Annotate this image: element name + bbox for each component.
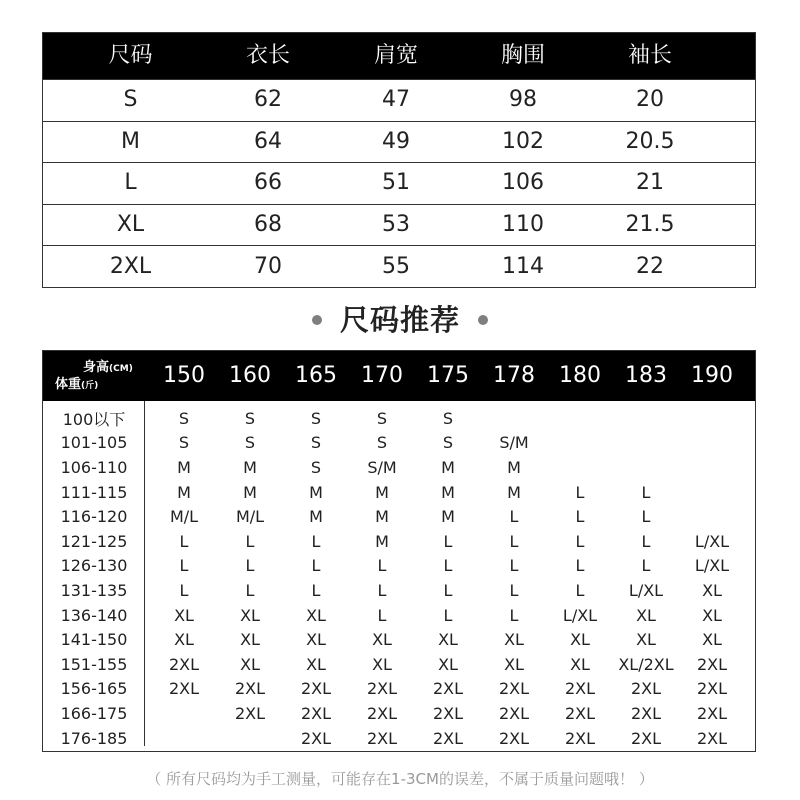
recommended-size-cell: 2XL: [432, 703, 464, 723]
size-label: XL: [116, 212, 145, 238]
recommended-size-cell: XL: [240, 654, 260, 674]
measurement-value: 110: [502, 212, 544, 238]
measurement-value: 22: [636, 253, 664, 279]
recommended-size-cell: L: [179, 580, 189, 600]
size-table-row: [43, 245, 755, 287]
recommended-size-cell: XL: [504, 654, 524, 674]
recommendation-row: [43, 431, 755, 456]
measurement-value: 21.5: [625, 212, 675, 238]
recommended-size-cell: XL: [570, 630, 590, 650]
recommended-size-cell: L: [311, 580, 321, 600]
recommended-size-cell: L: [245, 531, 255, 551]
measurement-value: 20.5: [625, 128, 675, 154]
recommended-size-cell: 2XL: [366, 728, 398, 748]
recommended-size-cell: XL: [306, 654, 326, 674]
recommended-size-cell: L: [575, 482, 585, 502]
measurement-value: 21: [636, 170, 664, 196]
recommended-size-cell: L: [509, 556, 519, 576]
measurement-value: 47: [382, 87, 410, 113]
recommended-size-cell: L: [443, 580, 453, 600]
column-header: 肩宽: [373, 43, 418, 68]
recommended-size-cell: L: [443, 556, 453, 576]
recommended-size-cell: S/M: [367, 457, 397, 477]
measurement-value: 70: [254, 253, 282, 279]
recommended-size-cell: XL: [306, 630, 326, 650]
recommended-size-cell: L: [641, 531, 651, 551]
corner-header-cell: [43, 351, 145, 401]
recommended-size-cell: XL/2XL: [618, 654, 674, 674]
recommended-size-cell: L: [311, 531, 321, 551]
recommended-size-cell: 2XL: [300, 728, 332, 748]
recommended-size-cell: 2XL: [696, 654, 728, 674]
recommended-size-cell: M: [243, 457, 257, 477]
weight-range-label: 106-110: [60, 457, 128, 477]
recommended-size-cell: 2XL: [498, 679, 530, 699]
recommended-size-cell: L: [377, 556, 387, 576]
recommended-size-cell: S: [178, 433, 190, 453]
recommendation-body: [43, 401, 755, 746]
recommended-size-cell: M: [309, 482, 323, 502]
measurement-value: 64: [254, 128, 282, 154]
recommended-size-cell: L/XL: [628, 580, 664, 600]
recommended-size-cell: 2XL: [300, 679, 332, 699]
recommended-size-cell: M: [177, 482, 191, 502]
measurement-value: 114: [502, 253, 544, 279]
recommended-size-cell: 2XL: [300, 703, 332, 723]
bullet-dot-right: [478, 315, 488, 325]
recommended-size-cell: S: [310, 457, 322, 477]
recommended-size-cell: M: [177, 457, 191, 477]
recommendation-row: [43, 726, 755, 751]
recommended-size-cell: M/L: [169, 507, 199, 527]
recommended-size-cell: L: [575, 507, 585, 527]
height-header: 175: [427, 363, 469, 388]
measurement-value: 20: [636, 87, 664, 113]
recommended-size-cell: 2XL: [696, 703, 728, 723]
recommendation-row: [43, 627, 755, 652]
recommended-size-cell: 2XL: [696, 728, 728, 748]
measurement-value: 49: [382, 128, 410, 154]
recommended-size-cell: L: [509, 531, 519, 551]
weight-column-divider: [144, 401, 145, 746]
recommended-size-cell: S: [442, 408, 454, 428]
recommended-size-cell: M: [375, 482, 389, 502]
size-table-row: [43, 162, 755, 204]
recommendation-row: [43, 701, 755, 726]
weight-unit: (斤): [81, 381, 99, 391]
measurement-value: 55: [382, 253, 410, 279]
recommended-size-cell: L: [377, 580, 387, 600]
recommended-size-cell: L: [575, 531, 585, 551]
recommendation-row: [43, 603, 755, 628]
weight-range-label: 136-140: [60, 605, 128, 625]
recommended-size-cell: XL: [240, 605, 260, 625]
recommended-size-cell: 2XL: [630, 679, 662, 699]
height-header: 170: [361, 363, 403, 388]
column-header: 衣长: [245, 43, 290, 68]
measurement-value: 98: [509, 87, 537, 113]
recommended-size-cell: 2XL: [630, 728, 662, 748]
height-header: 150: [163, 363, 205, 388]
recommended-size-cell: L: [575, 580, 585, 600]
column-header: 胸围: [500, 43, 545, 68]
column-header: 袖长: [627, 43, 672, 68]
size-table-row: [43, 204, 755, 246]
weight-range-label: 166-175: [60, 703, 128, 723]
size-table-row: [43, 121, 755, 163]
recommended-size-cell: XL: [702, 605, 722, 625]
recommended-size-cell: S: [310, 408, 322, 428]
recommended-size-cell: S: [376, 408, 388, 428]
weight-range-label: 111-115: [60, 482, 128, 502]
recommended-size-cell: L: [443, 531, 453, 551]
measurement-value: 68: [254, 212, 282, 238]
recommended-size-cell: XL: [702, 580, 722, 600]
recommended-size-cell: L: [245, 580, 255, 600]
recommended-size-cell: 2XL: [234, 679, 266, 699]
weight-label: 体重: [55, 377, 82, 392]
recommended-size-cell: M: [309, 507, 323, 527]
recommendation-row: [43, 480, 755, 505]
recommended-size-cell: L: [311, 556, 321, 576]
recommended-size-cell: L: [641, 507, 651, 527]
section-heading: [0, 302, 800, 338]
recommended-size-cell: 2XL: [564, 728, 596, 748]
size-label: L: [124, 170, 137, 196]
recommended-size-cell: L: [575, 556, 585, 576]
measurement-value: 62: [254, 87, 282, 113]
recommended-size-cell: XL: [306, 605, 326, 625]
bullet-dot-left: [312, 315, 322, 325]
height-header: 165: [295, 363, 337, 388]
recommended-size-cell: L: [509, 507, 519, 527]
recommended-size-cell: S: [244, 433, 256, 453]
recommended-size-cell: L: [443, 605, 453, 625]
recommended-size-cell: M: [243, 482, 257, 502]
recommended-size-cell: 2XL: [366, 703, 398, 723]
recommended-size-cell: L/XL: [694, 556, 730, 576]
measurement-value: 51: [382, 170, 410, 196]
size-label: S: [123, 87, 138, 113]
recommended-size-cell: S: [442, 433, 454, 453]
recommended-size-cell: 2XL: [696, 679, 728, 699]
recommended-size-cell: S: [244, 408, 256, 428]
recommendation-row: [43, 677, 755, 702]
weight-range-label: 101-105: [60, 433, 128, 453]
recommended-size-cell: 2XL: [234, 703, 266, 723]
weight-range-label: 176-185: [60, 728, 128, 748]
recommendation-header-row: [43, 351, 755, 401]
measurement-value: 53: [382, 212, 410, 238]
recommended-size-cell: XL: [438, 654, 458, 674]
recommended-size-cell: 2XL: [432, 728, 464, 748]
recommendation-row: [43, 504, 755, 529]
size-table-header-row: [43, 33, 755, 79]
recommendation-row: [43, 652, 755, 677]
weight-range-label: 156-165: [60, 679, 128, 699]
weight-range-label: 121-125: [60, 531, 128, 551]
height-label: 身高: [83, 360, 110, 375]
recommendation-row: [43, 455, 755, 480]
recommended-size-cell: L/XL: [694, 531, 730, 551]
recommended-size-cell: 2XL: [366, 679, 398, 699]
height-header: 160: [229, 363, 271, 388]
recommendation-row: [43, 529, 755, 554]
recommended-size-cell: XL: [570, 654, 590, 674]
recommended-size-cell: M: [507, 457, 521, 477]
recommended-size-cell: L: [179, 531, 189, 551]
recommended-size-cell: M/L: [235, 507, 265, 527]
recommended-size-cell: M: [441, 457, 455, 477]
recommended-size-cell: M: [507, 482, 521, 502]
recommended-size-cell: L/XL: [562, 605, 598, 625]
section-heading-text: 尺码推荐: [339, 303, 460, 337]
recommended-size-cell: M: [375, 531, 389, 551]
recommended-size-cell: L: [641, 556, 651, 576]
size-label: M: [121, 128, 140, 154]
recommended-size-cell: L: [179, 556, 189, 576]
height-unit: (CM): [109, 364, 133, 374]
height-header: 183: [625, 363, 667, 388]
column-header: 尺码: [108, 43, 153, 68]
recommended-size-cell: XL: [372, 654, 392, 674]
weight-range-label: 126-130: [60, 556, 128, 576]
recommended-size-cell: 2XL: [630, 703, 662, 723]
recommended-size-cell: XL: [702, 630, 722, 650]
recommendation-row: [43, 554, 755, 579]
recommended-size-cell: M: [441, 482, 455, 502]
weight-range-label: 100以下: [62, 409, 126, 429]
recommended-size-cell: S/M: [499, 433, 529, 453]
recommended-size-cell: L: [245, 556, 255, 576]
height-header: 190: [691, 363, 733, 388]
recommended-size-cell: 2XL: [564, 703, 596, 723]
measurement-value: 102: [502, 128, 544, 154]
recommendation-row: [43, 406, 755, 431]
measurement-value: 66: [254, 170, 282, 196]
measurement-disclaimer: （ 所有尺码均为手工测量，可能存在1-3CM的误差，不属于质量问题哦！ ）: [146, 770, 654, 788]
recommended-size-cell: 2XL: [498, 703, 530, 723]
recommended-size-cell: M: [375, 507, 389, 527]
recommended-size-cell: L: [509, 605, 519, 625]
recommended-size-cell: XL: [174, 630, 194, 650]
weight-range-label: 141-150: [60, 630, 128, 650]
height-header: 180: [559, 363, 601, 388]
recommended-size-cell: 2XL: [498, 728, 530, 748]
recommended-size-cell: S: [376, 433, 388, 453]
weight-range-label: 116-120: [60, 507, 128, 527]
size-measurement-table: [42, 32, 756, 288]
recommended-size-cell: S: [178, 408, 190, 428]
recommended-size-cell: L: [377, 605, 387, 625]
recommended-size-cell: XL: [636, 605, 656, 625]
recommended-size-cell: XL: [438, 630, 458, 650]
recommended-size-cell: 2XL: [168, 654, 200, 674]
recommended-size-cell: L: [641, 482, 651, 502]
recommended-size-cell: XL: [636, 630, 656, 650]
weight-axis-label: [55, 375, 98, 394]
size-label: 2XL: [109, 253, 152, 279]
weight-range-label: 131-135: [60, 580, 128, 600]
height-header: 178: [493, 363, 535, 388]
recommended-size-cell: XL: [174, 605, 194, 625]
recommended-size-cell: M: [441, 507, 455, 527]
weight-range-label: 151-155: [60, 654, 128, 674]
recommended-size-cell: 2XL: [168, 679, 200, 699]
recommended-size-cell: L: [509, 580, 519, 600]
recommended-size-cell: XL: [504, 630, 524, 650]
recommendation-row: [43, 578, 755, 603]
recommended-size-cell: 2XL: [564, 679, 596, 699]
size-table-row: [43, 79, 755, 121]
recommended-size-cell: 2XL: [432, 679, 464, 699]
measurement-value: 106: [502, 170, 544, 196]
height-header-group: [145, 351, 745, 401]
size-recommendation-table: [42, 350, 756, 752]
recommended-size-cell: S: [310, 433, 322, 453]
recommended-size-cell: XL: [240, 630, 260, 650]
recommended-size-cell: XL: [372, 630, 392, 650]
